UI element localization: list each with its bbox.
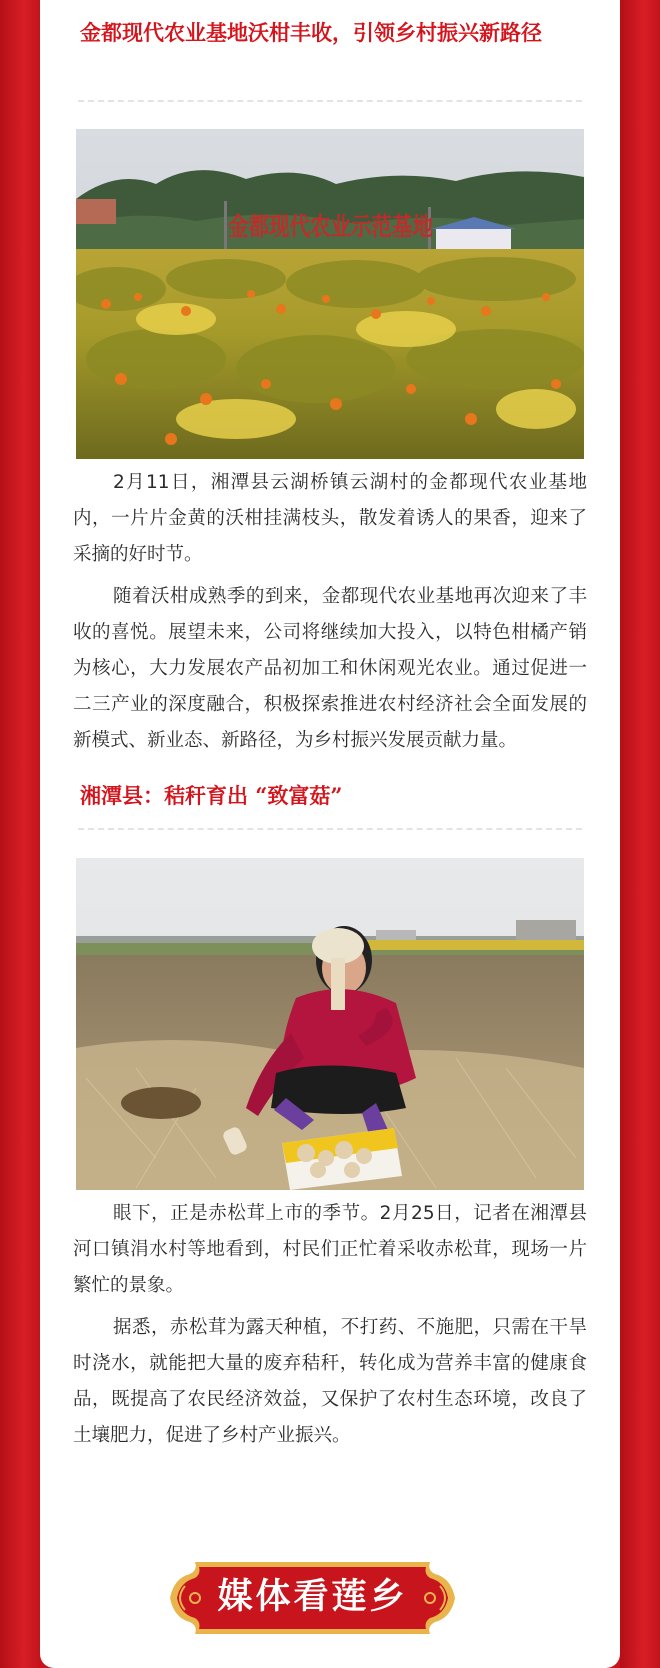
farm-sign-text: 金都现代农业示范基地 [228, 212, 433, 241]
mushroom-harvest-photo [76, 858, 584, 1190]
left-frame-border [0, 0, 40, 1668]
orchard-photo [76, 129, 584, 459]
article2-paragraph-1: 眼下，正是赤松茸上市的季节。2月25日，记者在湘潭县河口镇涓水村等地看到，村民们正忙着采收赤松茸，现场一片繁忙的景象。 [73, 1203, 587, 1296]
banner-label: 媒体看莲乡 [217, 1576, 408, 1617]
article2-headline: 湘潭县：秸秆育出 “致富菇” [80, 783, 343, 808]
article2-paragraph-2: 据悉，赤松茸为露天种植，不打药、不施肥，只需在干旱时浇水，就能把大量的废弃秸秆，转化成为营养丰富的健康食品，既提高了农民经济效益，又保护了农村生态环境，改良了土壤肥力，促进了乡村产业振兴。 [73, 1317, 587, 1446]
footer-banner [165, 1558, 460, 1638]
article1-paragraph-2: 随着沃柑成熟季的到来，金都现代农业基地再次迎来了丰收的喜悦。展望未来，公司将继续加大投入，以特色柑橘产销为核心，大力发展农产品初加工和休闲观光农业。通过促进一二三产业的深度融合，积极探索推进农村经济社会全面发展的新模式、新业态、新路径，为乡村振兴发展贡献力量。 [73, 586, 587, 751]
right-frame-border [620, 0, 660, 1668]
article1-divider [78, 100, 582, 102]
article1-headline: 金都现代农业基地沃柑丰收，引领乡村振兴新路径 [80, 20, 542, 45]
article1-paragraph-1: 2月11日，湘潭县云湖桥镇云湖村的金都现代农业基地内，一片片金黄的沃柑挂满枝头，散发着诱人的果香，迎来了采摘的好时节。 [73, 472, 587, 565]
article-panel [40, 0, 620, 1668]
article2-divider [78, 828, 582, 830]
